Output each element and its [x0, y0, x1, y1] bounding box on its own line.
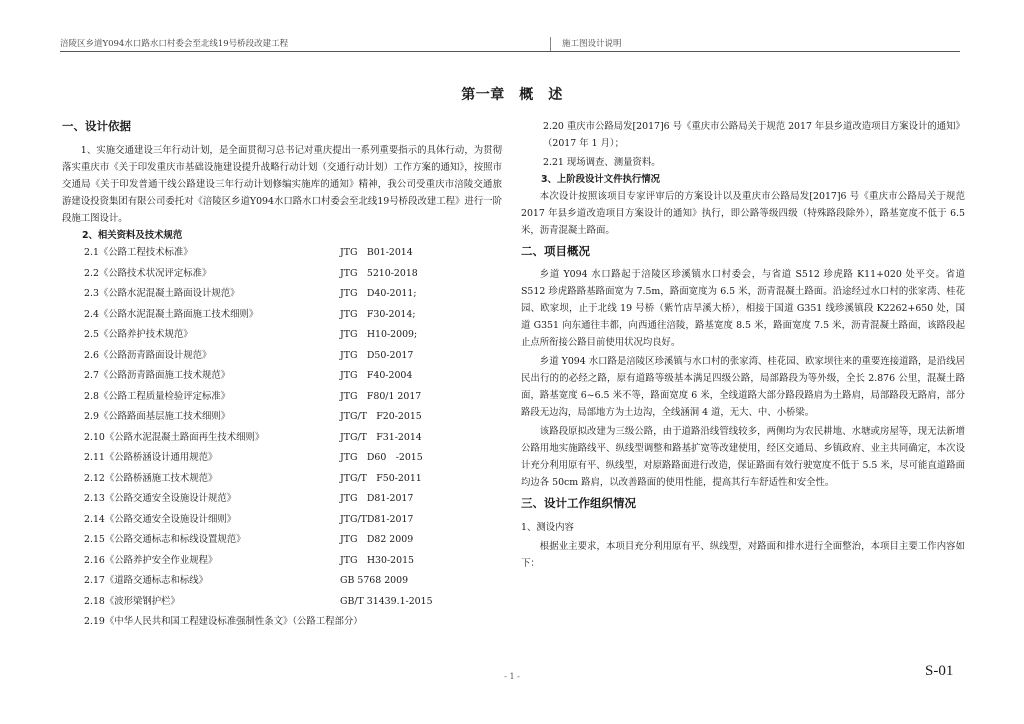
section-heading-project-overview: 二、项目概况: [521, 243, 590, 258]
reference-code: GB/T 31439.1-2015: [340, 595, 433, 607]
reference-title: 2.3《公路水泥混凝土路面设计规范》: [84, 288, 240, 299]
reference-code: JTG/T F31-2014: [340, 431, 422, 443]
header-project-title: 涪陵区乡道Y094水口路水口村委会至北线19号桥段改建工程: [60, 39, 289, 49]
overview-paragraph-3: 该路段原拟改建为三级公路，由于道路沿线管线较多，两侧均为农民耕地、水塘或房屋等，现无法新增公路用地实施路线平、纵线型调整和路基扩宽等改建使用，经区交通局、乡镇政府、业主共同确定，本次设计充分利用原有平、纵线型，对原路路面进行改造，保证路面有效行驶宽度不低于 5.5 米，尽可能直道路面均边各 50cm 路肩，以改善路面的使用性能，提高其行车舒适性和安全性。: [521, 426, 965, 488]
chapter-title: 第一章 概 述: [461, 87, 563, 103]
reference-title: 2.5《公路养护技术规范》: [84, 329, 193, 340]
reference-item: [62, 551, 502, 572]
reference-title: 2.4《公路水泥混凝土路面施工技术细则》: [84, 308, 259, 320]
header-document-type: 施工图设计说明: [562, 39, 622, 49]
design-basis-paragraph: 1、实施交通建设三年行动计划，是全面贯彻习总书记对重庆提出一系列重要指示的具体行动，为贯彻落实重庆市《关于印发重庆市基础设施建设提升战略行动计划（交通行动计划）工作方案的通知》，按照市交通局《关于印发普通干线公路建设三年行动计划修编实施库的通知》精神，我公司受重庆市涪陵交通旅游建设投资集团有限公司委托对《涪陵区乡道Y094水口路水口村委会至北线19号桥段改建工程》进行一阶段施工图设计。: [62, 144, 502, 224]
previous-stage-paragraph: 本次设计按照该项目专家评审后的方案设计以及重庆市公路局发[2017]6 号《重庆市公路局关于规范 2017 年县乡道改造项目方案设计的通知》执行，即公路等级四级（特殊路段除外），路基宽度不低于 6.5 米，沥青混凝土路面。: [521, 190, 965, 236]
reference-title: 2.1《公路工程技术标准》: [84, 247, 193, 258]
reference-title: 2.9《公路路面基层施工技术细则》: [84, 411, 231, 422]
page-header: [60, 37, 960, 52]
survey-subheading: 1、测设内容: [521, 521, 574, 533]
previous-stage-subheading: 3、上阶段设计文件执行情况: [541, 174, 661, 185]
reference-code: JTG/T F50-2011: [340, 472, 422, 484]
reference-code: GB 5768 2009: [340, 575, 409, 586]
reference-code: JTG D50-2017: [340, 349, 414, 361]
section-heading-design-basis: 一、设计依据: [62, 119, 131, 133]
reference-title: 2.17《道路交通标志和标线》: [84, 575, 209, 586]
reference-item: [62, 407, 502, 428]
sheet-number: S-01: [925, 663, 954, 679]
reference-title: 2.13《公路交通安全设施设计规范》: [84, 493, 237, 504]
reference-code: JTG 5210-2018: [340, 267, 418, 279]
reference-code: JTG/T F20-2015: [340, 411, 422, 422]
reference-item: [62, 243, 502, 264]
survey-paragraph: 根据业主要求，本项目充分利用原有平、纵线型，对路面和排水进行全面整治，本项目主要工作内容如下：: [521, 540, 965, 569]
reference-item: [62, 489, 502, 510]
reference-item: [62, 571, 502, 592]
reference-title: 2.11《公路桥涵设计通用规范》: [84, 452, 218, 463]
reference-item: [62, 469, 502, 490]
reference-title: 2.14《公路交通安全设施设计细则》: [84, 513, 237, 525]
reference-code: JTG B01-2014: [340, 247, 413, 258]
reference-code: JTG D40-2011;: [340, 288, 417, 299]
reference-item: [62, 305, 502, 326]
reference-title: 2.7《公路沥青路面施工技术规范》: [84, 370, 231, 381]
section-heading-work-organization: 三、设计工作组织情况: [521, 496, 636, 510]
reference-code: JTG F30-2014;: [340, 308, 416, 320]
reference-item: [62, 592, 502, 613]
reference-title: 2.8《公路工程质量检验评定标准》: [84, 390, 231, 402]
overview-paragraph-2: 乡道 Y094 水口路是涪陵区珍溪镇与水口村的张家湾、桂花园、欧家坝往来的重要连接道路，是沿线居民出行的的必经之路，原有道路等级基本满足四级公路，局部路段为等外级，全长 2.876 公里，混凝土路面，路基宽度 6~6.5 米不等，路面宽度 6 米，全线道路大部分路段路肩为土路肩，局部路段无路肩，部分路段无边沟，局部地方为土边沟，全线涵洞 4 道，无大、中、小桥梁。: [521, 356, 965, 418]
reference-item: [62, 346, 502, 367]
reference-item: [62, 264, 502, 285]
reference-code: JTG D82 2009: [340, 534, 414, 545]
reference-title: 2.6《公路沥青路面设计规范》: [84, 349, 212, 361]
reference-title: 2.18《波形梁钢护栏》: [84, 595, 180, 607]
reference-title: 2.12《公路桥涵施工技术规范》: [84, 472, 218, 484]
reference-title: 2.15《公路交通标志和标线设置规范》: [84, 534, 246, 545]
reference-code: JTG F40-2004: [340, 370, 413, 381]
reference-title: 2.19《中华人民共和国工程建设标准强制性条文》（公路工程部分）: [84, 616, 363, 627]
reference-code: JTG D81-2017: [340, 493, 414, 504]
reference-title: 2.2《公路技术状况评定标准》: [84, 267, 212, 279]
page-number: - 1 -: [504, 672, 520, 681]
reference-code: JTG H30-2015: [340, 554, 415, 566]
header-divider: [550, 37, 551, 51]
reference-code: JTG D60 -2015: [340, 452, 423, 463]
reference-item: [62, 448, 502, 469]
reference-title: 2.10《公路水泥混凝土路面再生技术细则》: [84, 431, 265, 443]
reference-item: [62, 428, 502, 449]
right-column: [521, 118, 965, 574]
left-column: [62, 118, 502, 633]
reference-item-2-20: 2.20 重庆市公路局发[2017]6 号《重庆市公路局关于规范 2017 年县乡道改造项目方案设计的通知》（2017 年 1 月）；: [543, 121, 965, 149]
reference-item: [62, 284, 502, 305]
references-list: [62, 243, 502, 612]
reference-code: JTG F80/1 2017: [340, 390, 422, 402]
reference-item: [62, 366, 502, 387]
reference-title: 2.16《公路养护安全作业规程》: [84, 554, 218, 566]
overview-paragraph-1: 乡道 Y094 水口路起于涪陵区珍溪镇水口村委会，与省道 S512 珍虎路 K11+020 处平交。省道 S512 珍虎路路基路面宽为 7.5m，路面宽度为 6.5 米，沥青混凝土路面。沿途经过水口村的张家湾、桂花园、欧家坝，止于北线 19 号桥（紫竹店旱溪大桥），相接于国道 G351 线珍溪镇段 K2262+650 处，国道 G351 向东通往丰都，向西通往涪陵，路基宽度 8.5 米，路面宽度 7.5 米，沥青混凝土路面，该路段起止点所衔接公路目前使用状况均良好。: [521, 269, 965, 348]
reference-item: [62, 510, 502, 531]
reference-item-2-21: 2.21 现场调查、测量资料。: [543, 157, 661, 168]
references-subheading: 2、相关资料及技术规范: [82, 229, 183, 241]
reference-code: JTG H10-2009;: [340, 329, 418, 340]
reference-code: JTG/TD81-2017: [340, 513, 414, 525]
reference-item: [62, 530, 502, 551]
reference-item: [62, 387, 502, 408]
reference-item: [62, 612, 502, 633]
reference-item: [62, 325, 502, 346]
